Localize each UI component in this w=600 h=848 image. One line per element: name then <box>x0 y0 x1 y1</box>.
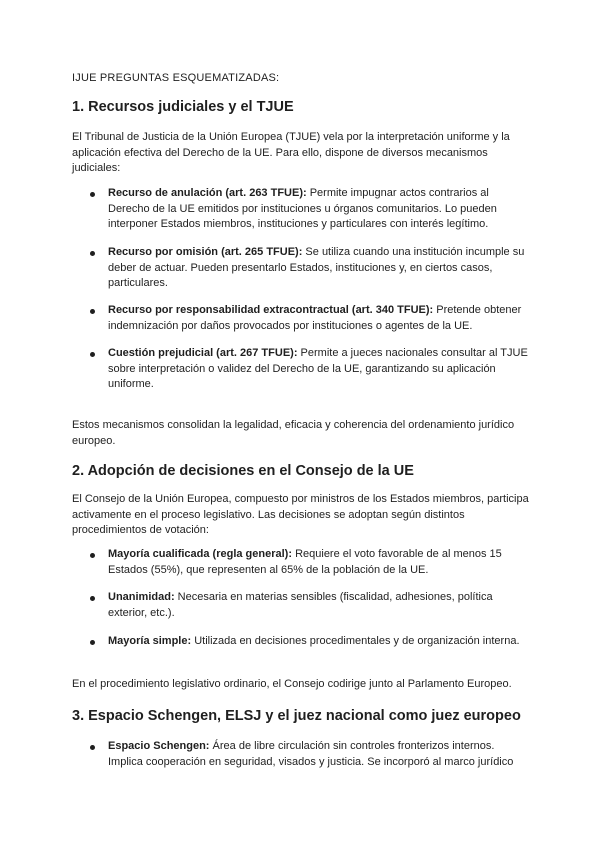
list-item-text: Requiere el voto favorable de al menos 15 Estados (55%), que representen al 65% de la población de la UE. <box>108 548 502 576</box>
list-item <box>108 303 528 334</box>
list-item-text: Área de libre circulación sin controles fronterizos internos. Implica cooperación en seguridad, visados y justicia. Se incorporó al marco jurídico <box>108 740 514 768</box>
section-1-conclusion: Estos mecanismos consolidan la legalidad, eficacia y coherencia del ordenamiento jurídico europeo. <box>72 419 515 447</box>
list-item-term: Espacio Schengen: <box>108 740 210 752</box>
list-item-term: Mayoría simple: <box>108 635 192 647</box>
list-item-term: Cuestión prejudicial (art. 267 TFUE): <box>108 347 298 359</box>
list-item-text: Se utiliza cuando una institución incumple su deber de actuar. Pueden presentarlo Estados, instituciones y, en ciertos casos, particulares. <box>108 246 525 289</box>
list-item-term: Recurso por responsabilidad extracontractual (art. 340 TFUE): <box>108 304 434 316</box>
section-1-intro: El Tribunal de Justicia de la Unión Europea (TJUE) vela por la interpretación uniforme y la aplicación efectiva del Derecho de la UE. Para ello, dispone de diversos mecanismos judiciales: <box>72 131 510 174</box>
list-item <box>108 739 528 770</box>
bullet-icon <box>90 309 95 314</box>
list-item <box>108 245 528 292</box>
list-item <box>108 547 528 578</box>
bullet-icon <box>90 640 95 645</box>
list-item <box>108 186 528 233</box>
bullet-icon <box>90 352 95 357</box>
section-2-heading: 2. Adopción de decisiones en el Consejo de la UE <box>72 463 414 479</box>
list-item-term: Recurso de anulación (art. 263 TFUE): <box>108 187 307 199</box>
list-item-term: Unanimidad: <box>108 591 175 603</box>
list-item <box>108 634 528 650</box>
document-title: IJUE PREGUNTAS ESQUEMATIZADAS: <box>72 72 280 84</box>
bullet-icon <box>90 192 95 197</box>
section-1-heading: 1. Recursos judiciales y el TJUE <box>72 99 294 115</box>
section-2-conclusion: En el procedimiento legislativo ordinario, el Consejo codirige junto al Parlamento Europeo. <box>72 678 512 690</box>
list-item-text: Permite impugnar actos contrarios al Derecho de la UE emitidos por instituciones u órganos comunitarios. Lo pueden interponer Estados miembros, instituciones y particulares con interés legítimo. <box>108 187 497 230</box>
list-item-term: Recurso por omisión (art. 265 TFUE): <box>108 246 303 258</box>
list-item-term: Mayoría cualificada (regla general): <box>108 548 293 560</box>
bullet-icon <box>90 745 95 750</box>
list-item-text: Pretende obtener indemnización por daños provocados por instituciones o agentes de la UE. <box>108 304 522 332</box>
section-2-intro: El Consejo de la Unión Europea, compuesto por ministros de los Estados miembros, participa activamente en el proceso legislativo. Las decisiones se adoptan según distintos procedimientos de votación: <box>72 493 529 536</box>
list-item <box>108 346 528 393</box>
bullet-icon <box>90 596 95 601</box>
list-item-text: Permite a jueces nacionales consultar al TJUE sobre interpretación o validez del Derecho de la UE, garantizando su aplicación uniforme. <box>108 347 528 390</box>
bullet-icon <box>90 553 95 558</box>
list-item-text: Necesaria en materias sensibles (fiscalidad, adhesiones, política exterior, etc.). <box>108 591 493 619</box>
section-3-heading: 3. Espacio Schengen, ELSJ y el juez nacional como juez europeo <box>72 708 521 724</box>
list-item-text: Utilizada en decisiones procedimentales y de organización interna. <box>191 635 520 647</box>
list-item <box>108 590 528 621</box>
bullet-icon <box>90 251 95 256</box>
